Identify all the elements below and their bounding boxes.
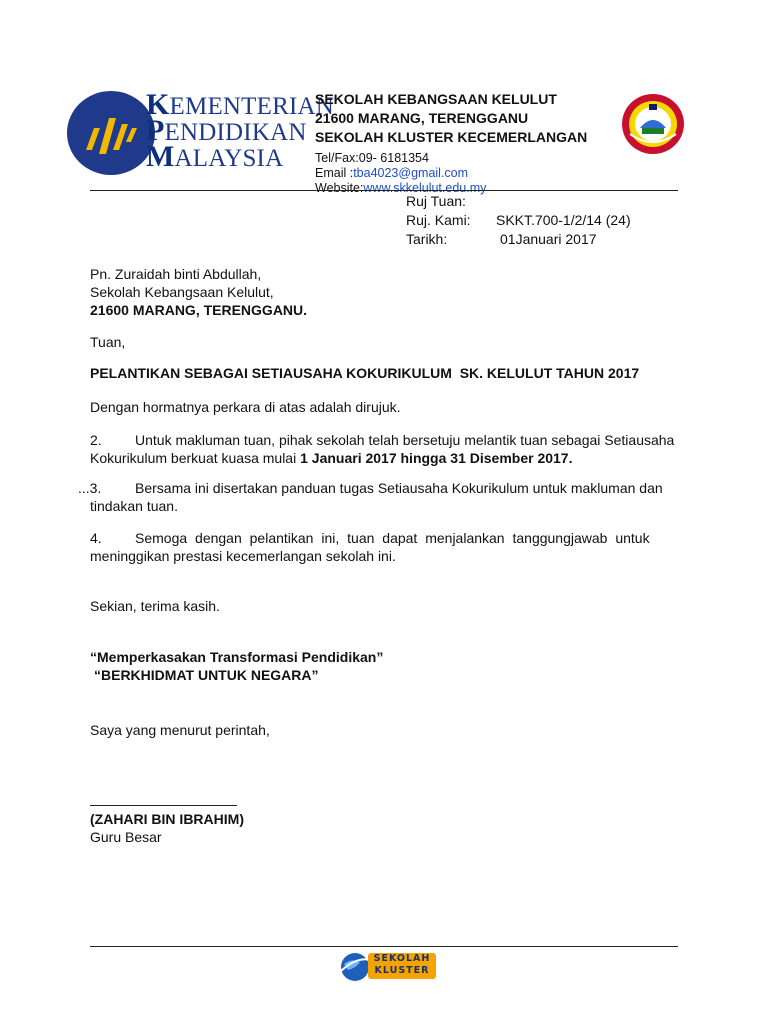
recipient-school: Sekolah Kebangsaan Kelulut, [90,284,274,300]
para-3-line-1: Bersama ini disertakan panduan tugas Setiausaha Kokurikulum untuk makluman dan [135,480,663,496]
signatory-name: (ZAHARI BIN IBRAHIM) [90,811,244,827]
recipient-name: Pn. Zuraidah binti Abdullah, [90,266,262,282]
ministry-logo [66,88,156,178]
para-3-number: ...3. [78,480,102,496]
motto-1: “Memperkasakan Transformasi Pendidikan” [90,649,384,665]
school-name: SEKOLAH KEBANGSAAN KELULUT [315,91,557,107]
signature-line [90,805,237,806]
salutation: Tuan, [90,334,126,350]
para-2-line-2: Kokurikulum berkuat kuasa mulai 1 Januari 2017 hingga 31 Disember 2017. [90,450,573,466]
appointment-period: 1 Januari 2017 hingga 31 Disember 2017. [300,450,573,466]
signatory-title: Guru Besar [90,829,162,845]
ministry-wordmark [146,88,335,173]
sekolah-kluster-logo [338,950,438,982]
para-3-line-2: tindakan tuan. [90,498,178,514]
para-2-number: 2. [90,432,102,448]
school-status: SEKOLAH KLUSTER KECEMERLANGAN [315,129,588,145]
school-info [315,90,587,196]
tel-fax: Tel/Fax:09- 6181354 [315,151,429,165]
kluster-badge [368,953,436,979]
kluster-line-1: SEKOLAH [373,953,431,964]
para-4-line-2: meninggikan prestasi kecemerlangan sekolah ini. [90,548,396,564]
motto-2: “BERKHIDMAT UNTUK NEGARA” [94,667,319,683]
tarikh-label: Tarikh: [406,231,448,247]
ministry-line-1: KEMENTERIAN [146,88,335,121]
para-2-line-1: Untuk makluman tuan, pihak sekolah telah bersetuju melantik tuan sebagai Setiausaha [135,432,675,448]
website-link[interactable]: www.skkelulut.edu.my [363,181,487,195]
school-address: 21600 MARANG, TERENGGANU [315,110,529,126]
para-4-number: 4. [90,530,102,546]
recipient-address: 21600 MARANG, TERENGGANU. [90,302,308,318]
ruj-tuan: Ruj Tuan: [406,193,466,209]
tarikh-value: 01Januari 2017 [500,231,597,247]
kluster-line-2: KLUSTER [374,965,430,976]
ministry-line-2: PENDIDIKAN [146,114,307,147]
website-line: Website:www.skkelulut.edu.my [315,181,487,195]
letter-subject: PELANTIKAN SEBAGAI SETIAUSAHA KOKURIKULUM SK. KELULUT TAHUN 2017 [90,365,640,381]
intro-line: Dengan hormatnya perkara di atas adalah dirujuk. [90,399,401,415]
header-divider [90,190,678,191]
ruj-kami-label: Ruj. Kami: [406,212,471,228]
email-link[interactable]: tba4023@gmail.com [353,166,469,180]
ministry-line-3: MALAYSIA [146,140,284,173]
para-4-line-1: Semoga dengan pelantikan ini, tuan dapat menjalankan tanggungjawab untuk [135,530,650,546]
ministry-emblem-icon [66,88,156,178]
footer-divider [90,946,678,947]
email-line: Email :tba4023@gmail.com [315,166,469,180]
order-line: Saya yang menurut perintah, [90,722,270,738]
ruj-kami-value: SKKT.700-1/2/14 (24) [496,212,631,228]
closing: Sekian, terima kasih. [90,598,220,614]
school-crest [620,92,686,156]
school-crest-icon [620,92,686,156]
